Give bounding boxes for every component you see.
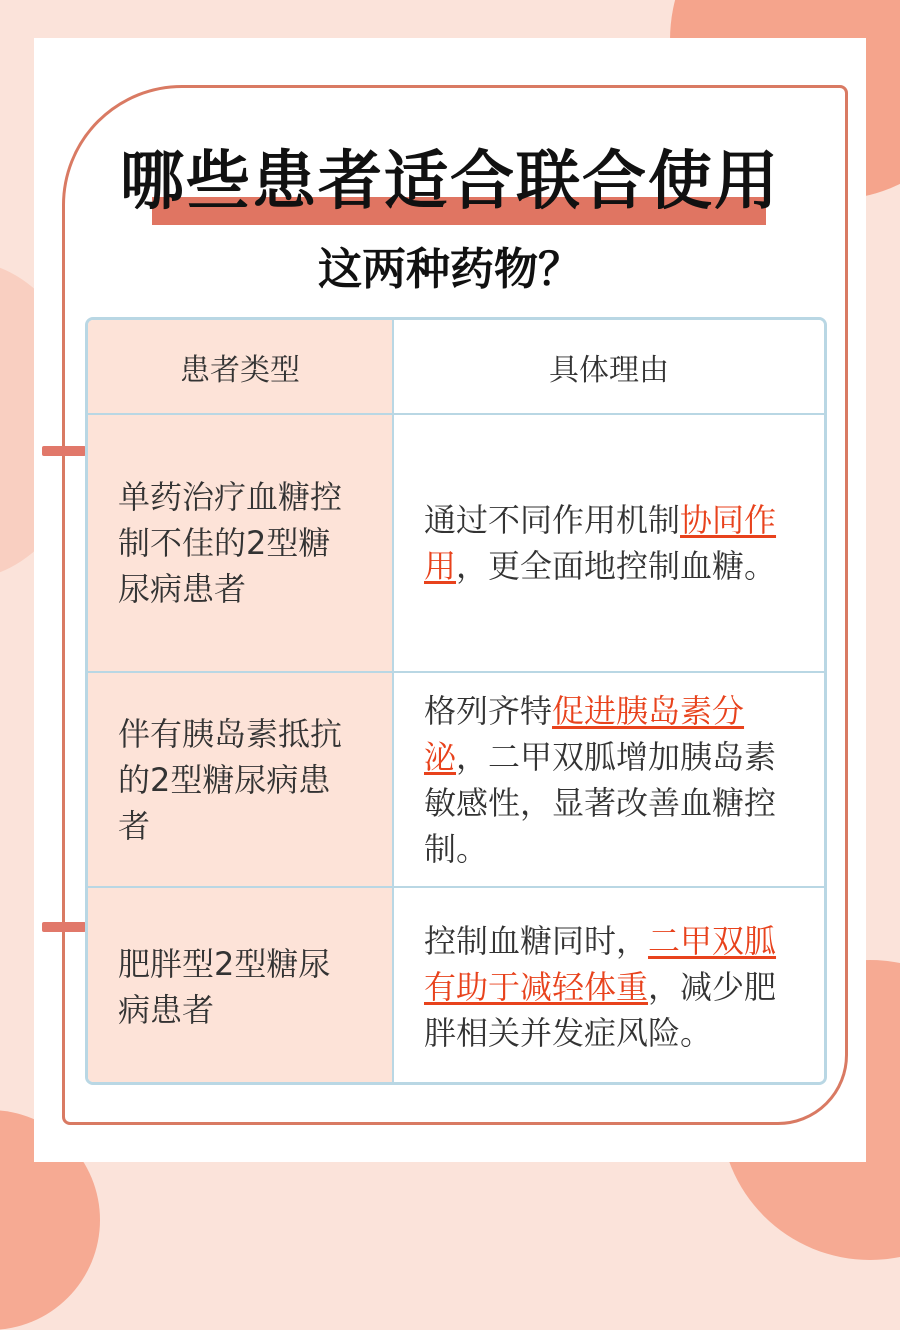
patient-type-cell: 肥胖型2型糖尿病患者 bbox=[88, 887, 393, 1085]
page-subtitle: 这两种药物？ bbox=[318, 244, 582, 295]
comparison-table bbox=[85, 317, 827, 1085]
reason-highlight: 二甲双胍有助于减轻体重 bbox=[424, 921, 777, 1006]
patient-type-cell: 伴有胰岛素抵抗的2型糖尿病患者 bbox=[88, 672, 393, 887]
reason-text: 通过不同作用机制 bbox=[424, 501, 681, 539]
reason-highlight: 协同作用 bbox=[424, 501, 777, 585]
table-row bbox=[88, 887, 824, 1085]
table-row bbox=[88, 672, 824, 887]
reason-cell bbox=[393, 672, 824, 887]
reason-cell bbox=[393, 887, 824, 1085]
reason-text: ，减少肥胖相关并发症风险。 bbox=[424, 967, 777, 1052]
table-header-row bbox=[88, 320, 824, 414]
header-reason: 具体理由 bbox=[393, 320, 824, 414]
patient-type-cell: 单药治疗血糖控制不佳的2型糖尿病患者 bbox=[88, 414, 393, 672]
reason-highlight: 促进胰岛素分泌 bbox=[424, 691, 745, 776]
page-title: 哪些患者适合联合使用 bbox=[120, 145, 780, 219]
decor-tab-upper bbox=[42, 446, 86, 456]
reason-cell bbox=[393, 414, 824, 672]
reason-text: ，更全面地控制血糖。 bbox=[456, 547, 777, 585]
decor-tab-lower bbox=[42, 922, 86, 932]
reason-text: 控制血糖同时， bbox=[424, 921, 649, 960]
reason-text: ，二甲双胍增加胰岛素敏感性，显著改善血糖控制。 bbox=[424, 737, 777, 868]
table-row bbox=[88, 414, 824, 672]
reason-text: 格列齐特 bbox=[424, 691, 553, 730]
header-patient-type: 患者类型 bbox=[88, 320, 393, 414]
